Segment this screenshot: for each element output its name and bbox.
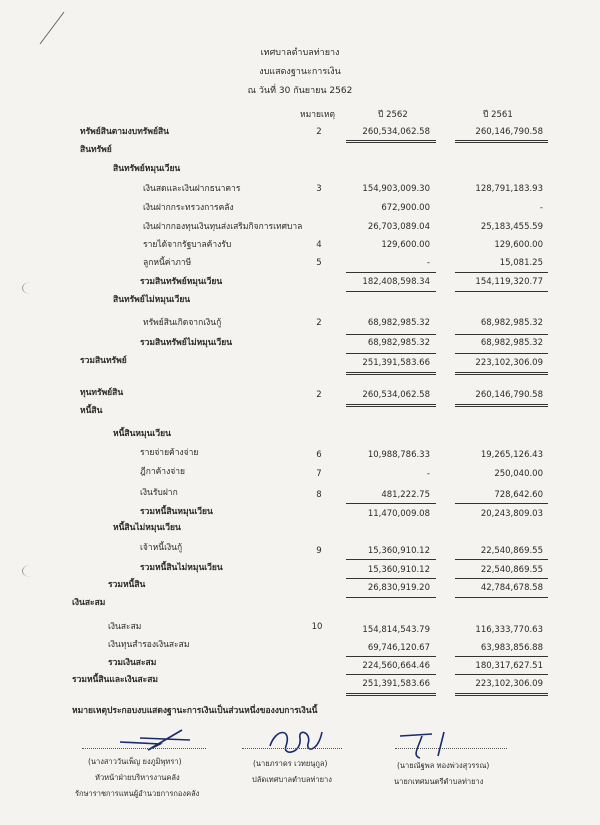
row-value-2561: 116,333,770.63 (475, 625, 543, 635)
punch-hole-mark (22, 565, 39, 577)
subtotal-label: รวมหนี้สินหมุนเวียน (140, 507, 213, 517)
subtotal-value-2562: 11,470,009.08 (367, 509, 430, 519)
underline (346, 693, 436, 694)
underline (455, 272, 548, 273)
signature-1-mark (100, 724, 200, 754)
row-value-2561: 63,983,856.88 (480, 643, 543, 653)
col-header-2562: ปี 2562 (378, 110, 408, 120)
signer-1-name: (นางสาววันเพ็ญ ยงภูมิพุทรา) (88, 757, 182, 766)
row-label: ทรัพย์สินตามงบทรัพย์สิน (80, 127, 169, 137)
subtotal-value-2562: 182,408,598.34 (362, 277, 430, 287)
row-label: เงินฝากกองทุนเงินทุนส่งเสริมกิจการเทศบาล (143, 222, 303, 232)
row-label: เงินสะสม (108, 622, 142, 632)
underline (346, 559, 436, 560)
subtotal-value-2562: 68,982,985.32 (367, 338, 430, 348)
underline (346, 406, 436, 407)
row-label: เจ้าหนี้เงินกู้ (140, 543, 183, 553)
statement-title: งบแสดงฐานะการเงิน (259, 67, 341, 77)
underline (455, 140, 548, 141)
signer-3-position: นายกเทศมนตรีตำบลท่ายาง (394, 777, 484, 786)
row-value-2561: 728,642.60 (494, 490, 543, 500)
underline (346, 374, 436, 375)
row-label: เงินฝากกระทรวงการคลัง (143, 203, 234, 213)
subtotal-label: รวมสินทรัพย์หมุนเวียน (140, 277, 223, 287)
underline (455, 578, 548, 579)
col-header-2561: ปี 2561 (483, 110, 513, 120)
row-value-2561: 260,146,790.58 (475, 390, 543, 400)
row-value-2561: 260,146,790.58 (475, 127, 543, 137)
row-note: 5 (316, 258, 322, 268)
signature-2-mark (262, 724, 332, 758)
underline (346, 695, 436, 696)
punch-hole-mark (22, 282, 39, 294)
subtotal-value-2561: 68,982,985.32 (480, 338, 543, 348)
row-value-2561: - (539, 203, 543, 213)
row-label: เงินทุนสำรองเงินสะสม (108, 640, 190, 650)
underline (346, 372, 436, 373)
row-value-2562: 69,746,120.67 (367, 643, 430, 653)
underline (455, 291, 548, 292)
underline (455, 406, 548, 407)
underline (455, 693, 548, 694)
subtotal-label: รวมเงินสะสม (108, 658, 157, 668)
row-value-2562: 15,360,910.12 (367, 546, 430, 556)
underline (455, 404, 548, 405)
underline (346, 404, 436, 405)
signer-1-position: หัวหน้าฝ่ายบริหารงานคลัง (95, 773, 180, 782)
total-value-2561: 223,102,306.09 (475, 358, 543, 368)
underline (455, 334, 548, 335)
underline (455, 559, 548, 560)
total-label: รวมหนี้สิน (108, 580, 146, 590)
subtotal-value-2561: 20,243,809.03 (480, 509, 543, 519)
footnote: หมายเหตุประกอบงบแสดงฐานะการเงินเป็นส่วนหนึ่งของงบการเงินนี้ (72, 706, 318, 716)
row-note: 4 (316, 240, 322, 250)
subtotal-value-2561: 22,540,869.55 (480, 565, 543, 575)
row-value-2562: 26,703,089.04 (367, 222, 430, 232)
section-heading: เงินสะสม (72, 598, 106, 608)
subsection-heading: หนี้สินไม่หมุนเวียน (113, 523, 181, 533)
row-value-2561: 15,081.25 (499, 258, 543, 268)
subsection-heading: สินทรัพย์ไม่หมุนเวียน (113, 295, 191, 305)
total-label: รวมสินทรัพย์ (80, 356, 127, 366)
row-value-2561: 250,040.00 (494, 469, 543, 479)
row-value-2561: 19,265,126.43 (480, 450, 543, 460)
row-value-2562: 68,982,985.32 (367, 318, 430, 328)
signer-1-acting-position: รักษาราชการแทนผู้อำนวยการกองคลัง (75, 789, 200, 798)
total-value-2562: 26,830,919.20 (367, 583, 430, 593)
total-value-2562: 251,391,583.66 (362, 679, 430, 689)
row-value-2562: - (426, 258, 430, 268)
row-value-2561: 128,791,183.93 (475, 184, 543, 194)
signature-line (395, 748, 507, 749)
signer-2-position: ปลัดเทศบาลตำบลท่ายาง (252, 775, 332, 784)
row-value-2562: 154,903,009.30 (362, 184, 430, 194)
row-label: ฎีกาค้างจ่าย (140, 467, 185, 477)
row-note: 6 (316, 450, 322, 460)
underline (455, 374, 548, 375)
row-value-2562: 10,988,786.33 (367, 450, 430, 460)
underline (346, 272, 436, 273)
subtotal-value-2562: 224,560,664.46 (362, 661, 430, 671)
section-heading: สินทรัพย์ (80, 145, 112, 155)
row-label: ทุนทรัพย์สิน (80, 388, 124, 398)
underline (346, 503, 436, 504)
col-header-note: หมายเหตุ (300, 110, 335, 120)
signature-line (82, 748, 206, 749)
subtotal-value-2561: 154,119,320.77 (475, 277, 543, 287)
row-value-2562: 260,534,062.58 (362, 127, 430, 137)
row-note: 8 (316, 490, 322, 500)
row-value-2562: 129,600.00 (381, 240, 430, 250)
org-name: เทศบาลตำบลท่ายาง (260, 48, 340, 58)
underline (346, 353, 436, 354)
total-value-2561: 223,102,306.09 (475, 679, 543, 689)
row-value-2562: 154,814,543.79 (362, 625, 430, 635)
row-note: 2 (316, 318, 322, 328)
row-label: รายจ่ายค้างจ่าย (140, 448, 199, 458)
scan-mark (38, 8, 68, 48)
row-note: 9 (316, 546, 322, 556)
underline (346, 597, 436, 598)
underline (455, 597, 548, 598)
subsection-heading: สินทรัพย์หมุนเวียน (113, 164, 181, 174)
subsection-heading: หนี้สินหมุนเวียน (113, 429, 171, 439)
signer-2-name: (นายภราดร เวทยนุกูล) (253, 759, 328, 768)
row-note: 10 (311, 622, 323, 632)
underline (455, 503, 548, 504)
row-value-2561: 129,600.00 (494, 240, 543, 250)
signer-3-name: (นายณัฐพล ทองพ่วงสุวรรณ) (397, 761, 490, 770)
subtotal-value-2561: 180,317,627.51 (475, 661, 543, 671)
underline (455, 674, 548, 675)
underline (346, 142, 436, 143)
row-note: 3 (316, 184, 322, 194)
underline (455, 695, 548, 696)
underline (455, 372, 548, 373)
underline (455, 142, 548, 143)
row-label: รายได้จากรัฐบาลค้างรับ (143, 240, 232, 250)
row-label: เงินสดและเงินฝากธนาคาร (143, 184, 241, 194)
row-label: ลูกหนี้ค่าภาษี (143, 258, 192, 268)
underline (346, 674, 436, 675)
row-label: ทรัพย์สินเกิดจากเงินกู้ (143, 318, 222, 328)
underline (346, 291, 436, 292)
row-note: 2 (316, 390, 322, 400)
row-value-2561: 22,540,869.55 (480, 546, 543, 556)
subtotal-label: รวมสินทรัพย์ไม่หมุนเวียน (140, 338, 233, 348)
row-value-2561: 68,982,985.32 (480, 318, 543, 328)
total-value-2561: 42,784,678.58 (480, 583, 543, 593)
row-value-2562: - (426, 469, 430, 479)
row-value-2562: 672,900.00 (381, 203, 430, 213)
underline (346, 140, 436, 141)
underline (455, 656, 548, 657)
row-value-2561: 25,183,455.59 (480, 222, 543, 232)
section-heading: หนี้สิน (80, 406, 103, 416)
underline (346, 334, 436, 335)
signature-line (242, 748, 342, 749)
row-value-2562: 260,534,062.58 (362, 390, 430, 400)
subtotal-value-2562: 15,360,910.12 (367, 565, 430, 575)
underline (346, 578, 436, 579)
row-note: 2 (316, 127, 322, 137)
row-value-2562: 481,222.75 (381, 490, 430, 500)
total-label: รวมหนี้สินและเงินสะสม (72, 675, 159, 685)
signature-3-mark (392, 726, 482, 760)
row-label: เงินรับฝาก (140, 488, 178, 498)
underline (346, 656, 436, 657)
subtotal-label: รวมหนี้สินไม่หมุนเวียน (140, 563, 223, 573)
statement-date: ณ วันที่ 30 กันยายน 2562 (247, 86, 353, 96)
underline (455, 353, 548, 354)
total-value-2562: 251,391,583.66 (362, 358, 430, 368)
row-note: 7 (316, 469, 322, 479)
